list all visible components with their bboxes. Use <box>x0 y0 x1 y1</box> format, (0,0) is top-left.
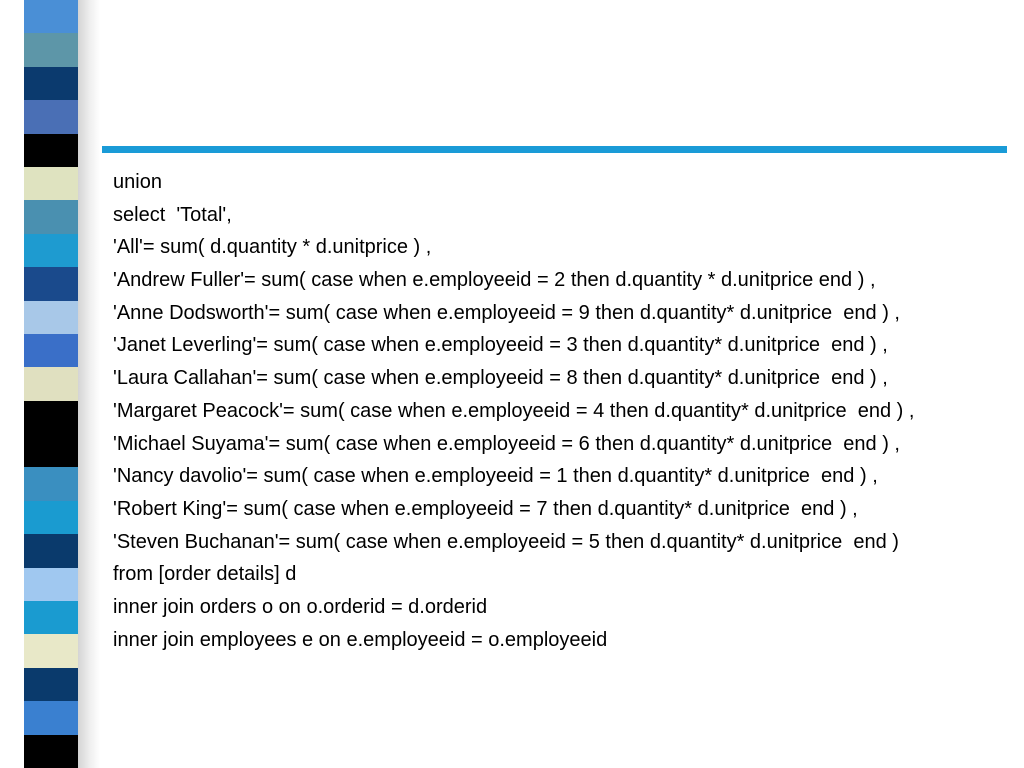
code-line: 'Anne Dodsworth'= sum( case when e.employeeid = 9 then d.quantity* d.unitprice end ) , <box>113 301 900 324</box>
code-line: 'Robert King'= sum( case when e.employeeid = 7 then d.quantity* d.unitprice end ) , <box>113 497 858 520</box>
strip-block <box>24 601 78 634</box>
strip-block <box>24 735 78 768</box>
strip-block <box>24 668 78 701</box>
strip-blocks <box>24 0 78 768</box>
strip-block <box>24 33 78 66</box>
strip-left-margin <box>0 0 24 768</box>
code-line: 'All'= sum( d.quantity * d.unitprice ) , <box>113 236 432 259</box>
strip-block <box>24 501 78 534</box>
strip-block <box>24 534 78 567</box>
code-line: 'Nancy davolio'= sum( case when e.employeeid = 1 then d.quantity* d.unitprice end ) , <box>113 465 878 488</box>
sql-code-block <box>113 166 1013 656</box>
strip-block <box>24 0 78 33</box>
code-line: inner join orders o on o.orderid = d.orderid <box>113 595 488 618</box>
title-rule <box>102 146 1007 153</box>
strip-block <box>24 134 78 167</box>
strip-block <box>24 301 78 334</box>
strip-block <box>24 367 78 400</box>
code-line: union <box>113 171 162 193</box>
strip-block <box>24 67 78 100</box>
code-line: inner join employees e on e.employeeid = o.employeeid <box>113 628 608 651</box>
strip-block <box>24 401 78 434</box>
strip-block <box>24 701 78 734</box>
strip-block <box>24 434 78 467</box>
strip-block <box>24 167 78 200</box>
strip-block <box>24 234 78 267</box>
strip-block <box>24 267 78 300</box>
strip-block <box>24 100 78 133</box>
code-line: 'Andrew Fuller'= sum( case when e.employeeid = 2 then d.quantity * d.unitprice end ) , <box>113 269 876 292</box>
strip-block <box>24 634 78 667</box>
strip-block <box>24 200 78 233</box>
code-line: select 'Total', <box>113 203 232 226</box>
strip-shadow <box>78 0 100 768</box>
code-line: 'Michael Suyama'= sum( case when e.employeeid = 6 then d.quantity* d.unitprice end ) , <box>113 432 900 455</box>
decorative-strip <box>0 0 100 768</box>
code-line: from [order details] d <box>113 563 297 586</box>
strip-block <box>24 568 78 601</box>
strip-block <box>24 334 78 367</box>
code-line: 'Laura Callahan'= sum( case when e.employeeid = 8 then d.quantity* d.unitprice end ) , <box>113 367 888 390</box>
code-line: 'Steven Buchanan'= sum( case when e.employeeid = 5 then d.quantity* d.unitprice end ) <box>113 530 899 553</box>
code-line: 'Margaret Peacock'= sum( case when e.employeeid = 4 then d.quantity* d.unitprice end ) , <box>113 399 915 422</box>
strip-block <box>24 467 78 500</box>
code-line: 'Janet Leverling'= sum( case when e.employeeid = 3 then d.quantity* d.unitprice end ) , <box>113 334 888 357</box>
